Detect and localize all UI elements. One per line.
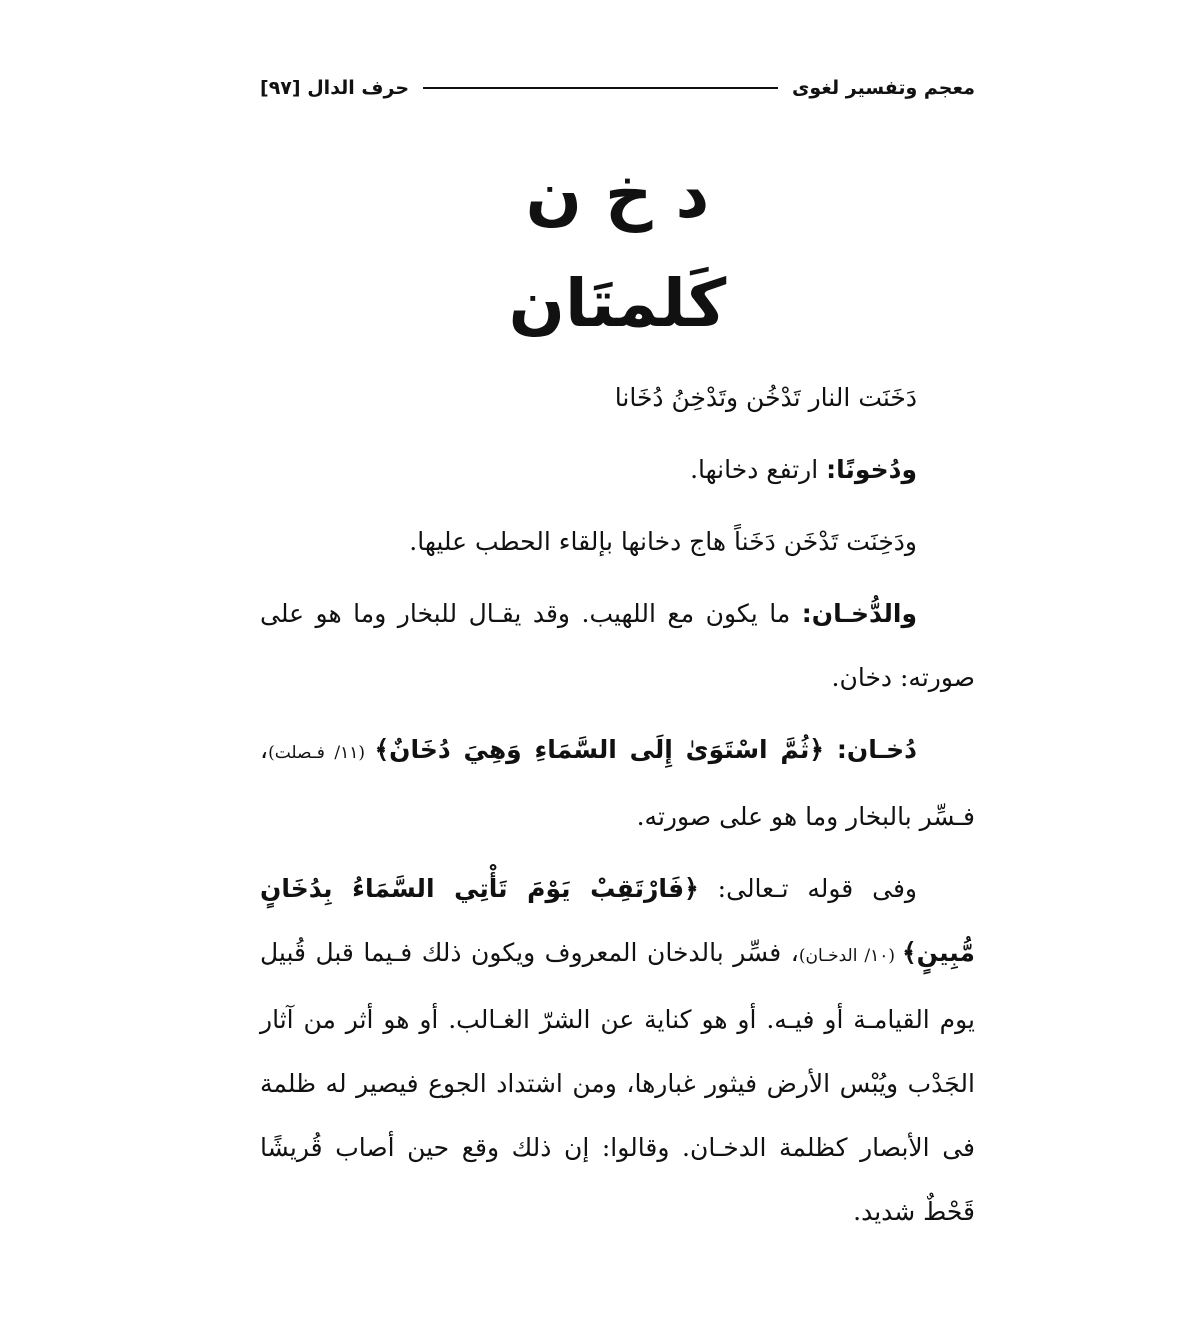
page bbox=[260, 70, 975, 1244]
header-rule bbox=[423, 87, 778, 89]
entry-text: ودَخِنَت تَدْخَن دَخَناً هاج دخانها بإلقاء الحطب عليها. bbox=[409, 527, 917, 556]
quran-verse: ﴿ثُمَّ اسْتَوَىٰ إِلَى السَّمَاءِ وَهِيَ دُخَانٌ﴾ bbox=[374, 735, 837, 764]
entry-text: ، فـسِّر بالبخار وما هو على صورته. bbox=[260, 735, 975, 831]
verse-reference: (١٠/ الدخـان) bbox=[798, 946, 902, 966]
section-title: حرف الدال [٩٧] bbox=[260, 77, 410, 99]
verse-reference: (١١/ فـصلت) bbox=[268, 743, 375, 763]
entry-lemma: دُخـان: bbox=[836, 735, 917, 764]
entry-intro: وفى قوله تـعالى: bbox=[698, 874, 917, 903]
entry-text: ما يكون مع اللهيب. وقد يقـال للبخار وما هو على صورته: دخان. bbox=[260, 599, 975, 692]
entry-text: دَخَنَت النار تَدْخُن وتَدْخِنُ دُخَانا bbox=[614, 383, 917, 412]
entry-dukhan-fussilat bbox=[260, 718, 975, 849]
entry-lemma: ودُخونًا: bbox=[826, 455, 917, 484]
root-heading: د خ ن bbox=[525, 156, 710, 233]
entry-dukhunan bbox=[260, 438, 975, 502]
entry-text: ارتفع دخانها. bbox=[690, 455, 827, 484]
entry-lemma: والدُّخـان: bbox=[801, 599, 917, 628]
entry-aldukhan bbox=[260, 582, 975, 710]
quran-verse: ﴿فَارْتَقِبْ يَوْمَ تَأْتِي السَّمَاءُ بِدُخَانٍ مُّبِينٍ﴾ bbox=[260, 874, 975, 967]
running-header bbox=[260, 70, 975, 106]
entry-text: ، فسِّر بالدخان المعروف ويكون ذلك فـيما قبل قُبيل يوم القيامـة أو فيـه. أو هو كناية عن الشرّ الغـالب. أو هو أثر من آثار الجَدْب ويُبْس الأرض فيثور غبارها، ومن اشتداد الجوع فيصير له ظلمة فى الأبصار كظلمة الدخـان. وقالوا: إن ذلك وقع حين أصاب قُريشًا قَحْطٌ شديد. bbox=[260, 938, 975, 1226]
word-count-heading: كَلمتَان bbox=[508, 265, 727, 342]
entry-dakhanat bbox=[260, 366, 975, 430]
entry-dukhan-surah bbox=[260, 857, 975, 1244]
book-title: معجم وتفسير لغوى bbox=[791, 77, 975, 99]
entry-dakhinat bbox=[260, 510, 975, 574]
